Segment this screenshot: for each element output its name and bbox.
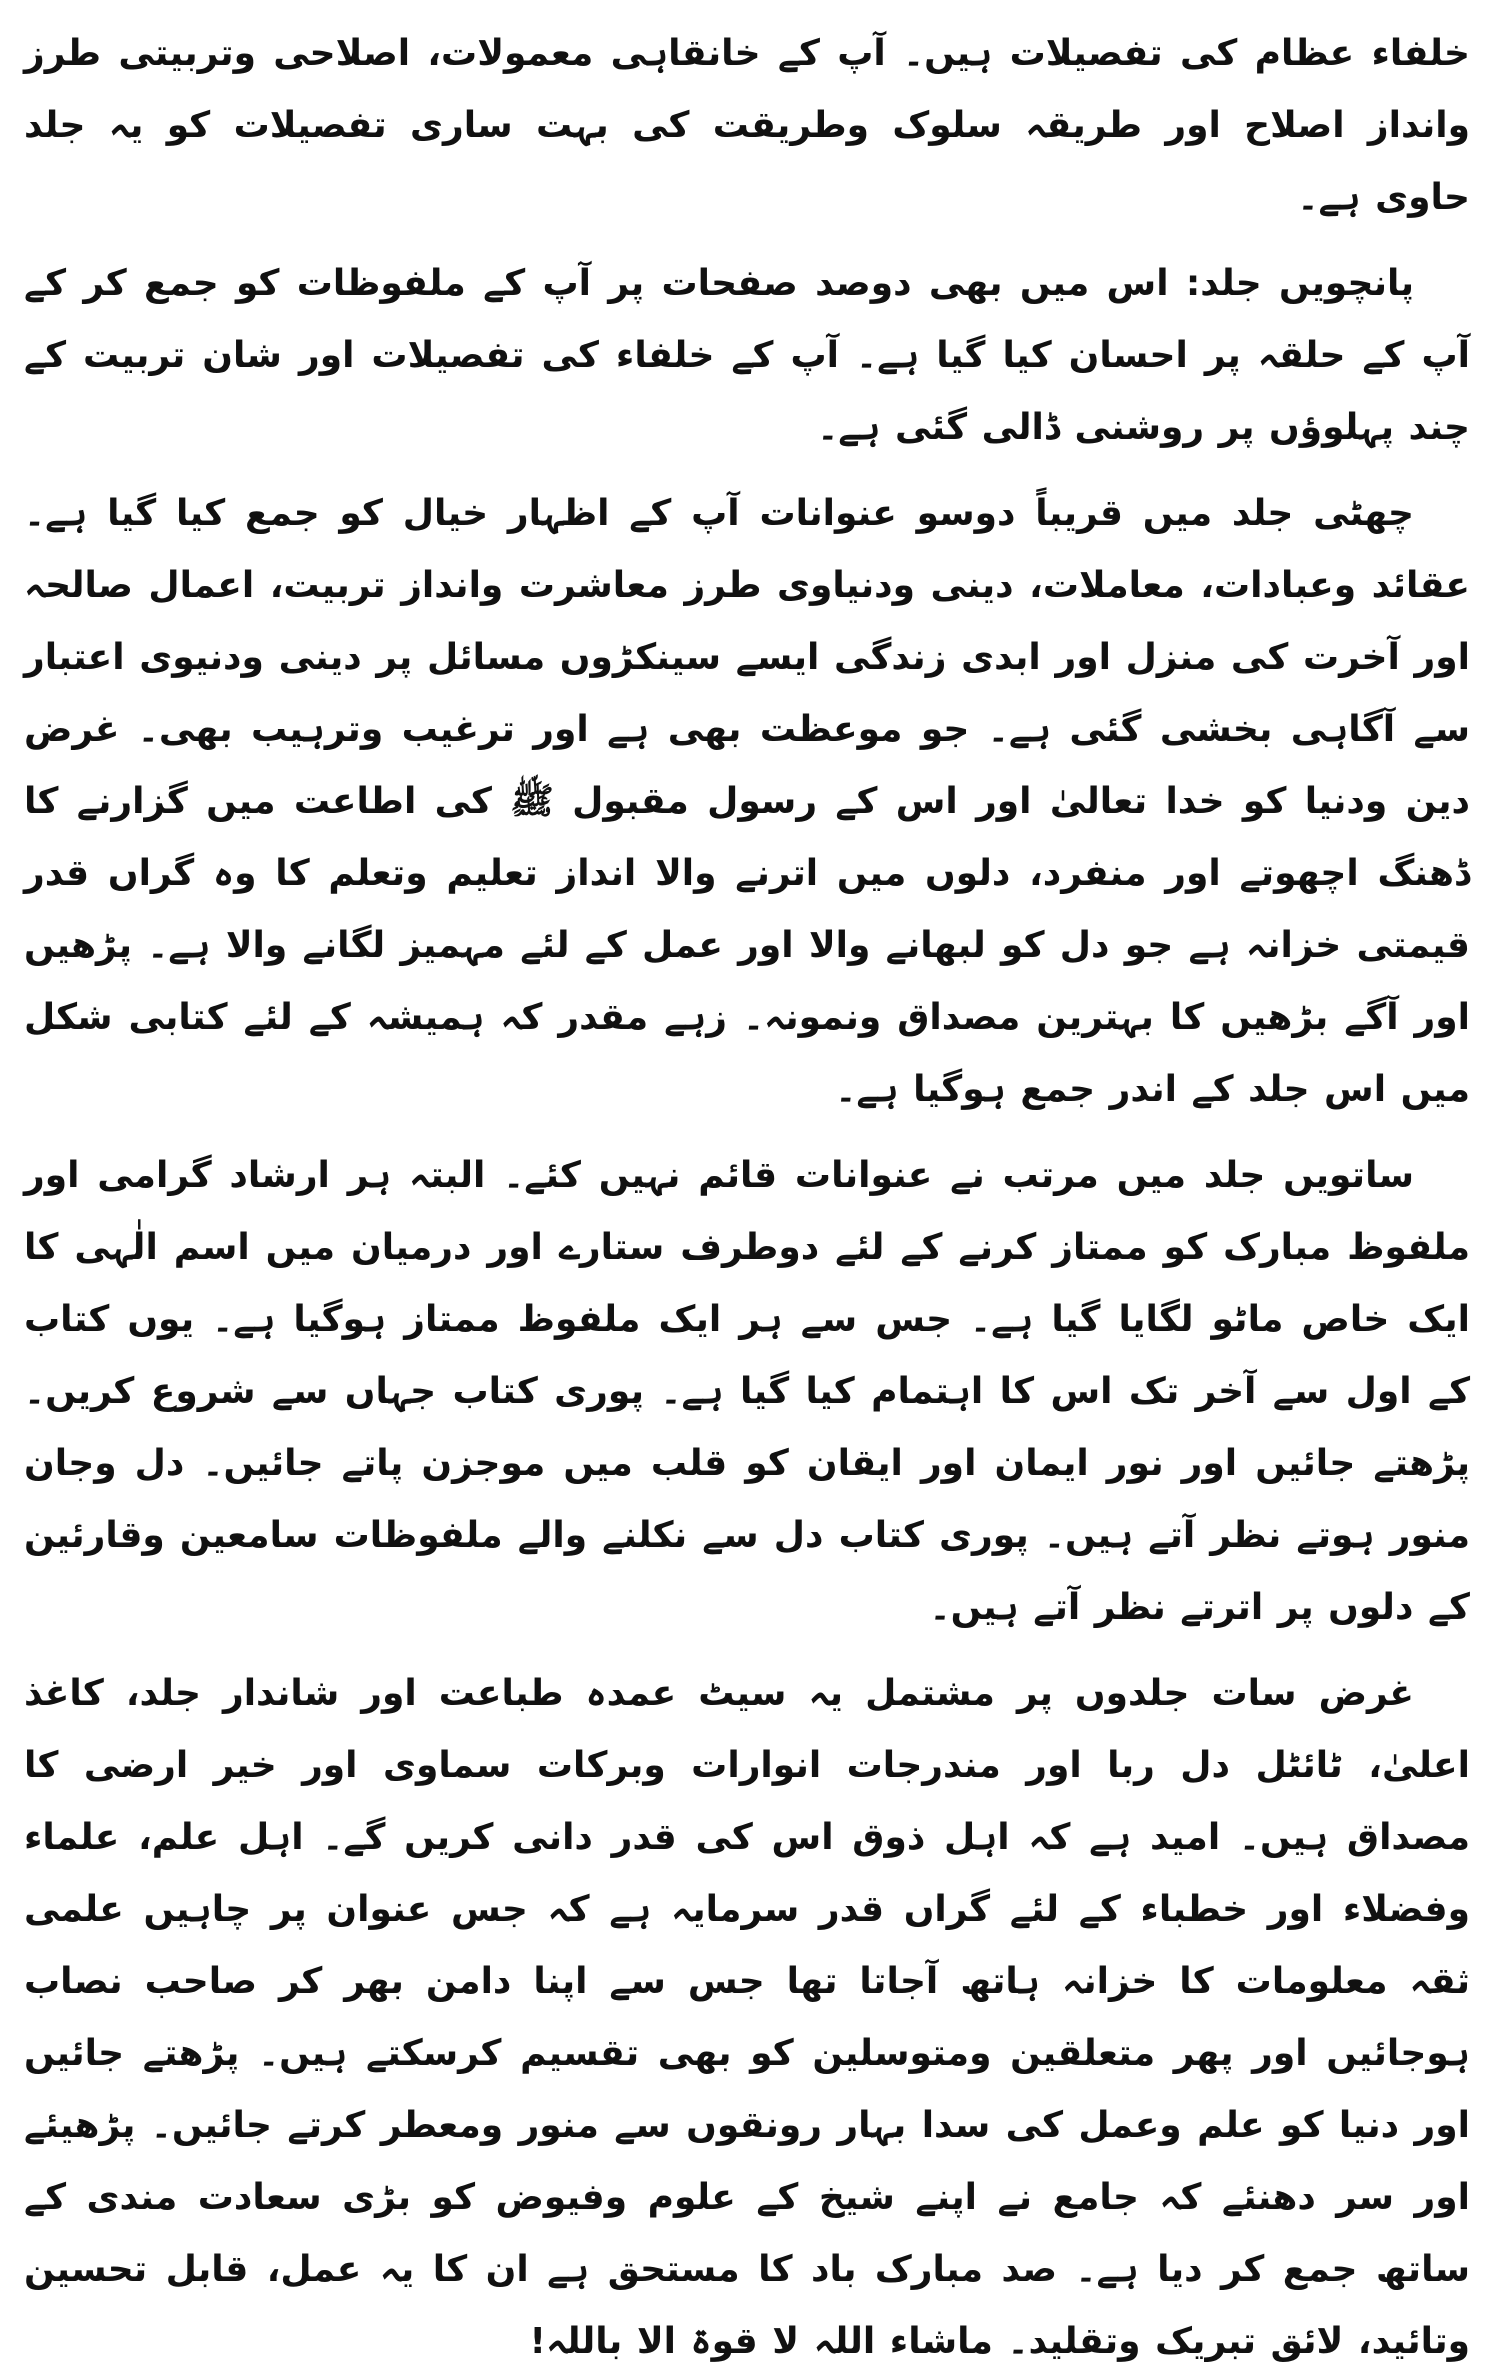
paragraph-fourth-volume-end: خلفاء عظام کی تفصیلات ہیں۔ آپ کے خانقاہی معمولات، اصلاحی وتربیتی طرز وانداز اصلاح اور طریقہ سلوک وطریقت کی بہت ساری تفصیلات کو یہ جلد حاوی ہے۔: [24, 33, 1470, 218]
paragraph-sixth-volume: چھٹی جلد میں قریباً دوسو عنوانات آپ کے اظہار خیال کو جمع کیا گیا ہے۔ عقائد وعبادات، معاملات، دینی ودنیاوی طرز معاشرت وانداز تربیت، اعمال صالحہ اور آخرت کی منزل اور ابدی زندگی ایسے سینکڑوں مسائل پر دینی ودنیوی اعتبار سے آگاہی بخشی گئی ہے۔ جو موعظت بھی ہے اور ترغیب وترہیب بھی۔ غرض دین ودنیا کو خدا تعالیٰ اور اس کے رسول مقبول ﷺ کی اطاعت میں گزارنے کا ڈھنگ اچھوتے اور منفرد، دلوں میں اترنے والا انداز تعلیم وتعلم کا وہ گراں قدر قیمتی خزانہ ہے جو دل کو لبھانے والا اور عمل کے لئے مہمیز لگانے والا ہے۔ پڑھیں اور آگے بڑھیں کا بہترین مصداق ونمونہ۔ زہے مقدر کہ ہمیشہ کے لئے کتابی شکل میں اس جلد کے اندر جمع ہوگیا ہے۔: [24, 493, 1470, 1110]
paragraph-conclusion: غرض سات جلدوں پر مشتمل یہ سیٹ عمدہ طباعت اور شاندار جلد، کاغذ اعلیٰ، ٹائٹل دل ربا اور مندرجات انوارات وبرکات سماوی اور خیر ارضی کا مصداق ہیں۔ امید ہے کہ اہل ذوق اس کی قدر دانی کریں گے۔ اہل علم، علماء وفضلاء اور خطباء کے لئے گراں قدر سرمایہ ہے کہ جس عنوان پر چاہیں علمی ثقہ معلومات کا خزانہ ہاتھ آجاتا تھا جس سے اپنا دامن بھر کر صاحب نصاب ہوجائیں اور پھر متعلقین ومتوسلین کو بھی تقسیم کرسکتے ہیں۔ پڑھتے جائیں اور دنیا کو علم وعمل کی سدا بہار رونقوں سے منور ومعطر کرتے جائیں۔ پڑھیئے اور سر دھنئے کہ جامع نے اپنے شیخ کے علوم وفیوض کو بڑی سعادت مندی کے ساتھ جمع کر دیا ہے۔ صد مبارک باد کا مستحق ہے ان کا یہ عمل، قابل تحسین وتائید، لائق تبریک وتقلید۔ ماشاء اللہ لا قوۃ الا باللہ!: [24, 1673, 1470, 2362]
paragraph-fifth-volume: پانچویں جلد: اس میں بھی دوصد صفحات پر آپ کے ملفوظات کو جمع کر کے آپ کے حلقہ پر احسان کیا گیا ہے۔ آپ کے خلفاء کی تفصیلات اور شان تربیت کے چند پہلوؤں پر روشنی ڈالی گئی ہے۔: [24, 263, 1470, 448]
paragraph-seventh-volume: ساتویں جلد میں مرتب نے عنوانات قائم نہیں کئے۔ البتہ ہر ارشاد گرامی اور ملفوظ مبارک کو ممتاز کرنے کے لئے دوطرف ستارے اور درمیان میں اسم الٰہی کا ایک خاص ماٹو لگایا گیا ہے۔ جس سے ہر ایک ملفوظ ممتاز ہوگیا ہے۔ یوں کتاب کے اول سے آخر تک اس کا اہتمام کیا گیا ہے۔ پوری کتاب جہاں سے شروع کریں۔ پڑھتے جائیں اور نور ایمان اور ایقان کو قلب میں موجزن پاتے جائیں۔ دل وجان منور ہوتے نظر آتے ہیں۔ پوری کتاب دل سے نکلنے والے ملفوظات سامعین وقارئین کے دلوں پر اترتے نظر آتے ہیں۔: [24, 1155, 1470, 1628]
